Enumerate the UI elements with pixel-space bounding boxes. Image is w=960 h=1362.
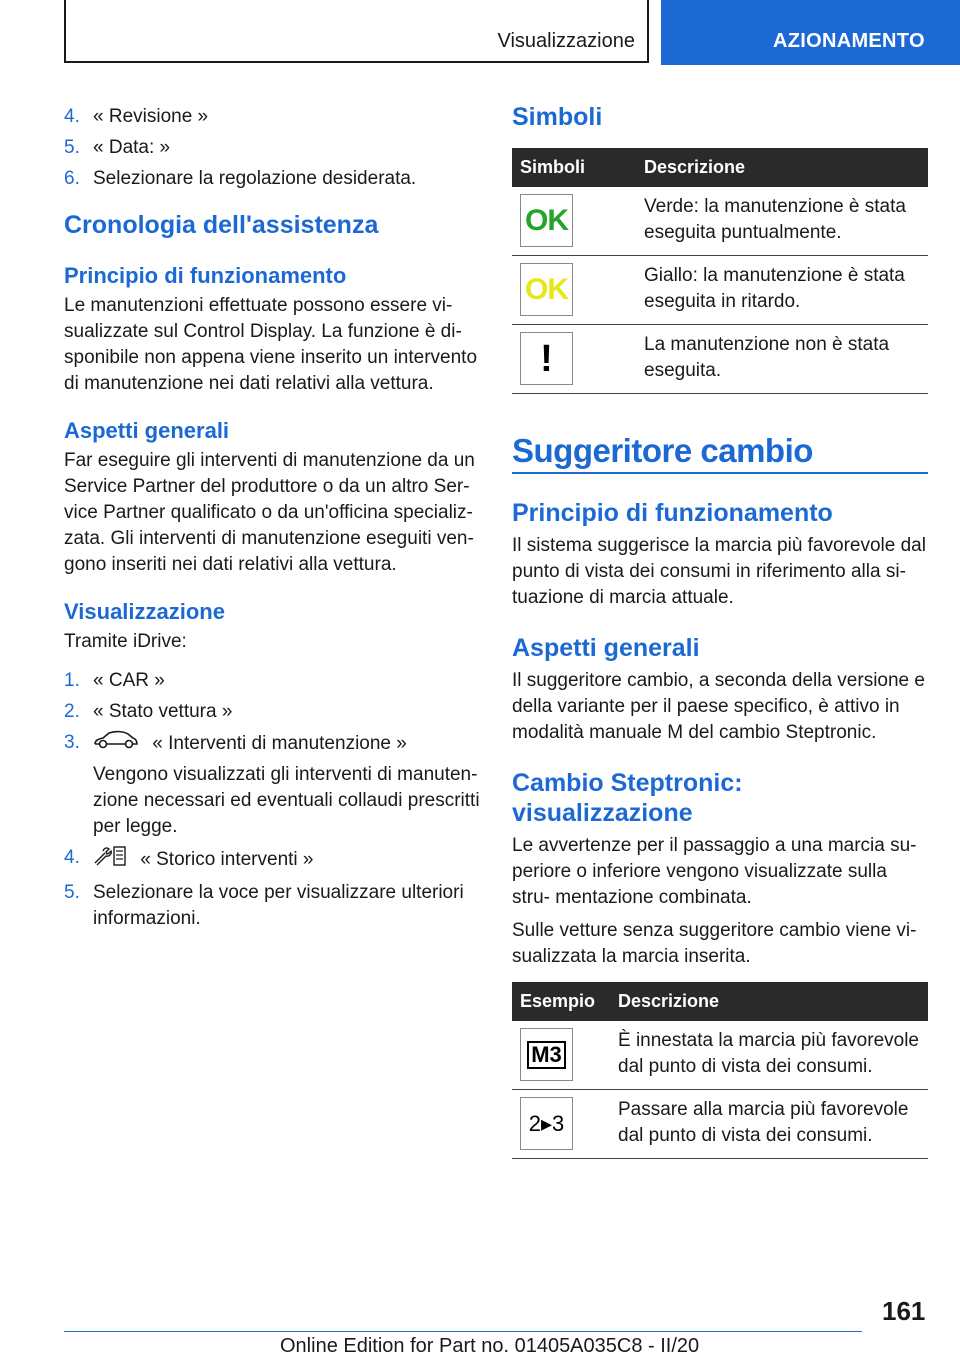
heading-principio: Principio di funzionamento	[512, 499, 833, 527]
description-cell: Giallo: la manutenzione è stata eseguita in ritardo.	[636, 256, 928, 325]
heading-principio: Principio di funzionamento	[64, 263, 347, 288]
paragraph-principio: Il sistema suggerisce la marcia più favorevole dal punto di vista dei consumi in riferimento alla si- tuazione di marcia attuale.	[512, 535, 926, 608]
list-item: 4. « Revisione »	[64, 106, 209, 127]
table-header-row	[512, 982, 928, 1021]
list-item: 5. « Data: »	[64, 137, 171, 158]
description-cell: Verde: la manutenzione è stata eseguita puntualmente.	[636, 187, 928, 256]
top-list	[64, 104, 480, 192]
description-cell: È innestata la marcia più favorevole dal punto di vista dei consumi.	[610, 1021, 928, 1090]
right-column	[512, 100, 928, 1159]
column-header: Simboli	[512, 148, 636, 187]
header-tab-label: Visualizzazione	[497, 30, 635, 52]
car-outline-icon	[93, 730, 139, 758]
list-item: 2. « Stato vettura »	[64, 701, 233, 722]
steps-list	[64, 668, 480, 932]
heading-simboli: Simboli	[512, 103, 603, 131]
paragraph-steptronic-2: Sulle vetture senza suggeritore cambio viene vi- sualizzata la marcia inserita.	[512, 920, 917, 967]
ok-green-icon: OK	[520, 194, 573, 247]
table-row	[512, 187, 928, 256]
left-column	[64, 100, 480, 937]
list-item: 1. « CAR »	[64, 670, 165, 691]
table-header-row	[512, 148, 928, 187]
paragraph-steptronic-1: Le avvertenze per il passaggio a una marcia su- periore o inferiore vengono visualizzate sulla stru- mentazione combinata.	[512, 835, 917, 908]
table-row	[512, 1090, 928, 1159]
list-item: 5. Selezionare la voce per visualizzare ulteriori informazioni.	[64, 882, 464, 929]
gear-m3-icon: M3	[520, 1028, 573, 1081]
table-row	[512, 256, 928, 325]
page-number: 161	[882, 1296, 926, 1326]
heading-cronologia: Cronologia dell'assistenza	[64, 211, 379, 239]
heading-aspetti: Aspetti generali	[64, 418, 230, 443]
exclamation-icon: !	[520, 332, 573, 385]
list-item: 3. « Interventi di manutenzione » Vengono visualizzati gli interventi di manuten- zione necessari ed eventuali collaudi prescritti per legge.	[64, 730, 480, 840]
header-section-label: AZIONAMENTO	[773, 30, 925, 52]
paragraph-aspetti: Far eseguire gli interventi di manutenzione da un Service Partner del produttore o da un altro Ser- vice Partner qualificato o da un'officina specializ- zata. Gli interventi di manutenzione eseguiti ven- gono inseriti nei dati relativi alla vettura.	[64, 450, 475, 575]
header-tab	[64, 0, 649, 63]
column-header: Descrizione	[636, 148, 928, 187]
heading-suggeritore: Suggeritore cambio	[512, 432, 813, 469]
symbols-table	[512, 148, 928, 394]
paragraph-aspetti: Il suggeritore cambio, a seconda della versione e della variante per il paese specifico, è attivo in modalità manuale M del cambio Steptronic.	[512, 670, 925, 743]
table-row	[512, 325, 928, 394]
column-header: Descrizione	[610, 982, 928, 1021]
example-table	[512, 982, 928, 1159]
footer-edition: Online Edition for Part no. 01405A035C8 - II/20	[280, 1335, 700, 1357]
step3-detail: Vengono visualizzati gli interventi di manuten- zione necessari ed eventuali collaudi prescritti per legge.	[93, 764, 480, 837]
description-cell: La manutenzione non è stata eseguita.	[636, 325, 928, 394]
list-item: 4. « Storico interventi »	[64, 845, 480, 875]
ok-yellow-icon: OK	[520, 263, 573, 316]
service-history-icon	[93, 845, 127, 875]
heading-aspetti: Aspetti generali	[512, 634, 700, 662]
paragraph-principio: Le manutenzioni effettuate possono essere vi- sualizzate sul Control Display. La funzione è di- sponibile non appena viene inserito un intervento di manutenzione nei dati relativi alla vettura.	[64, 295, 478, 394]
description-cell: Passare alla marcia più favorevole dal punto di vista dei consumi.	[610, 1090, 928, 1159]
header-section	[661, 0, 960, 65]
list-item: 6. Selezionare la regolazione desiderata.	[64, 168, 417, 189]
table-row	[512, 1021, 928, 1090]
paragraph-tramite: Tramite iDrive:	[64, 631, 187, 652]
heading-rule	[512, 472, 928, 474]
heading-visualizzazione: Visualizzazione	[64, 599, 225, 624]
column-header: Esempio	[512, 982, 610, 1021]
gear-shift-2-3-icon: 2▸3	[520, 1097, 573, 1150]
heading-steptronic: Cambio Steptronic: visualizzazione	[512, 769, 743, 827]
footer-rule	[64, 1331, 862, 1332]
